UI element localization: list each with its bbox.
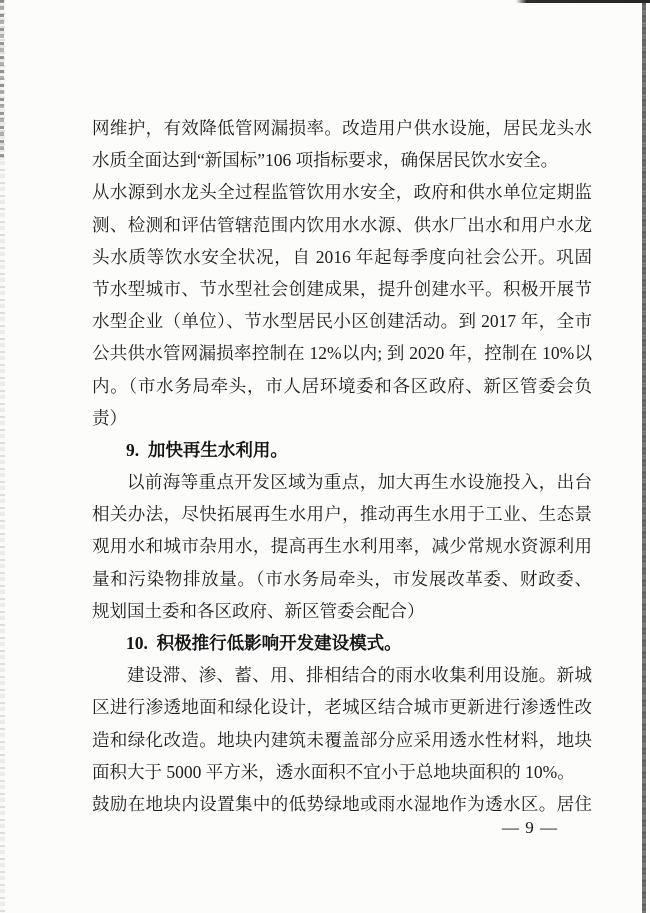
text-line: 从水源到水龙头全过程监管饮用水安全，政府和供水单位定期监 <box>92 182 592 203</box>
text-line: 造和绿化改造。地块内建筑未覆盖部分应采用透水性材料，地块 <box>92 729 592 750</box>
text-line: 观用水和城市杂用水，提高再生水利用率，减少常规水资源利用 <box>92 536 592 557</box>
text-line: 头水质等饮水安全状况，自 2016 年起每季度向社会公开。巩固 <box>92 246 592 267</box>
text-line: 建设滞、渗、蓄、用、排相结合的雨水收集利用设施。新城 <box>127 665 592 686</box>
section-heading: 9. 加快再生水利用。 <box>126 439 288 460</box>
text-line: 规划国土委和各区政府、新区管委会配合） <box>92 600 425 621</box>
text-line: 水质全面达到“新国标”106 项指标要求，确保居民饮水安全。 <box>92 150 559 171</box>
text-line: 责） <box>92 407 127 428</box>
section-heading: 10. 积极推行低影响开发建设模式。 <box>126 633 402 653</box>
text-line: 公共供水管网漏损率控制在 12%以内; 到 2020 年，控制在 10%以 <box>92 343 592 364</box>
scan-noise-left-top <box>0 0 4 160</box>
document-body <box>92 112 592 820</box>
text-line: 鼓励在地块内设置集中的低势绿地或雨水湿地作为透水区。居住 <box>92 793 592 814</box>
text-line: 内。（市水务局牵头，市人居环境委和各区政府、新区管委会负 <box>92 375 592 396</box>
text-line: 以前海等重点开发区域为重点，加大再生水设施投入，出台 <box>127 472 592 493</box>
text-line: 量和污染物排放量。（市水务局牵头，市发展改革委、财政委、 <box>92 568 592 589</box>
text-line: 测、检测和评估管辖范围内饮用水水源、供水厂出水和用户水龙 <box>92 214 592 235</box>
text-line: 相关办法，尽快拓展再生水用户，推动再生水用于工业、生态景 <box>92 504 592 525</box>
text-line: 网维护，有效降低管网漏损率。改造用户供水设施，居民龙头水 <box>92 118 592 138</box>
page-number: — 9 — <box>502 818 558 837</box>
text-line: 水型企业（单位）、节水型居民小区创建活动。到 2017 年，全市 <box>92 311 592 332</box>
scan-noise-right-edge <box>642 0 646 913</box>
scan-line-top-right <box>516 0 650 3</box>
text-line: 节水型城市、节水型社会创建成果，提升创建水平。积极开展节 <box>92 278 592 299</box>
text-line: 面积大于 5000 平方米，透水面积不宜小于总地块面积的 10%。 <box>92 761 575 782</box>
text-line: 区进行渗透地面和绿化设计，老城区结合城市更新进行渗透性改 <box>92 697 592 718</box>
